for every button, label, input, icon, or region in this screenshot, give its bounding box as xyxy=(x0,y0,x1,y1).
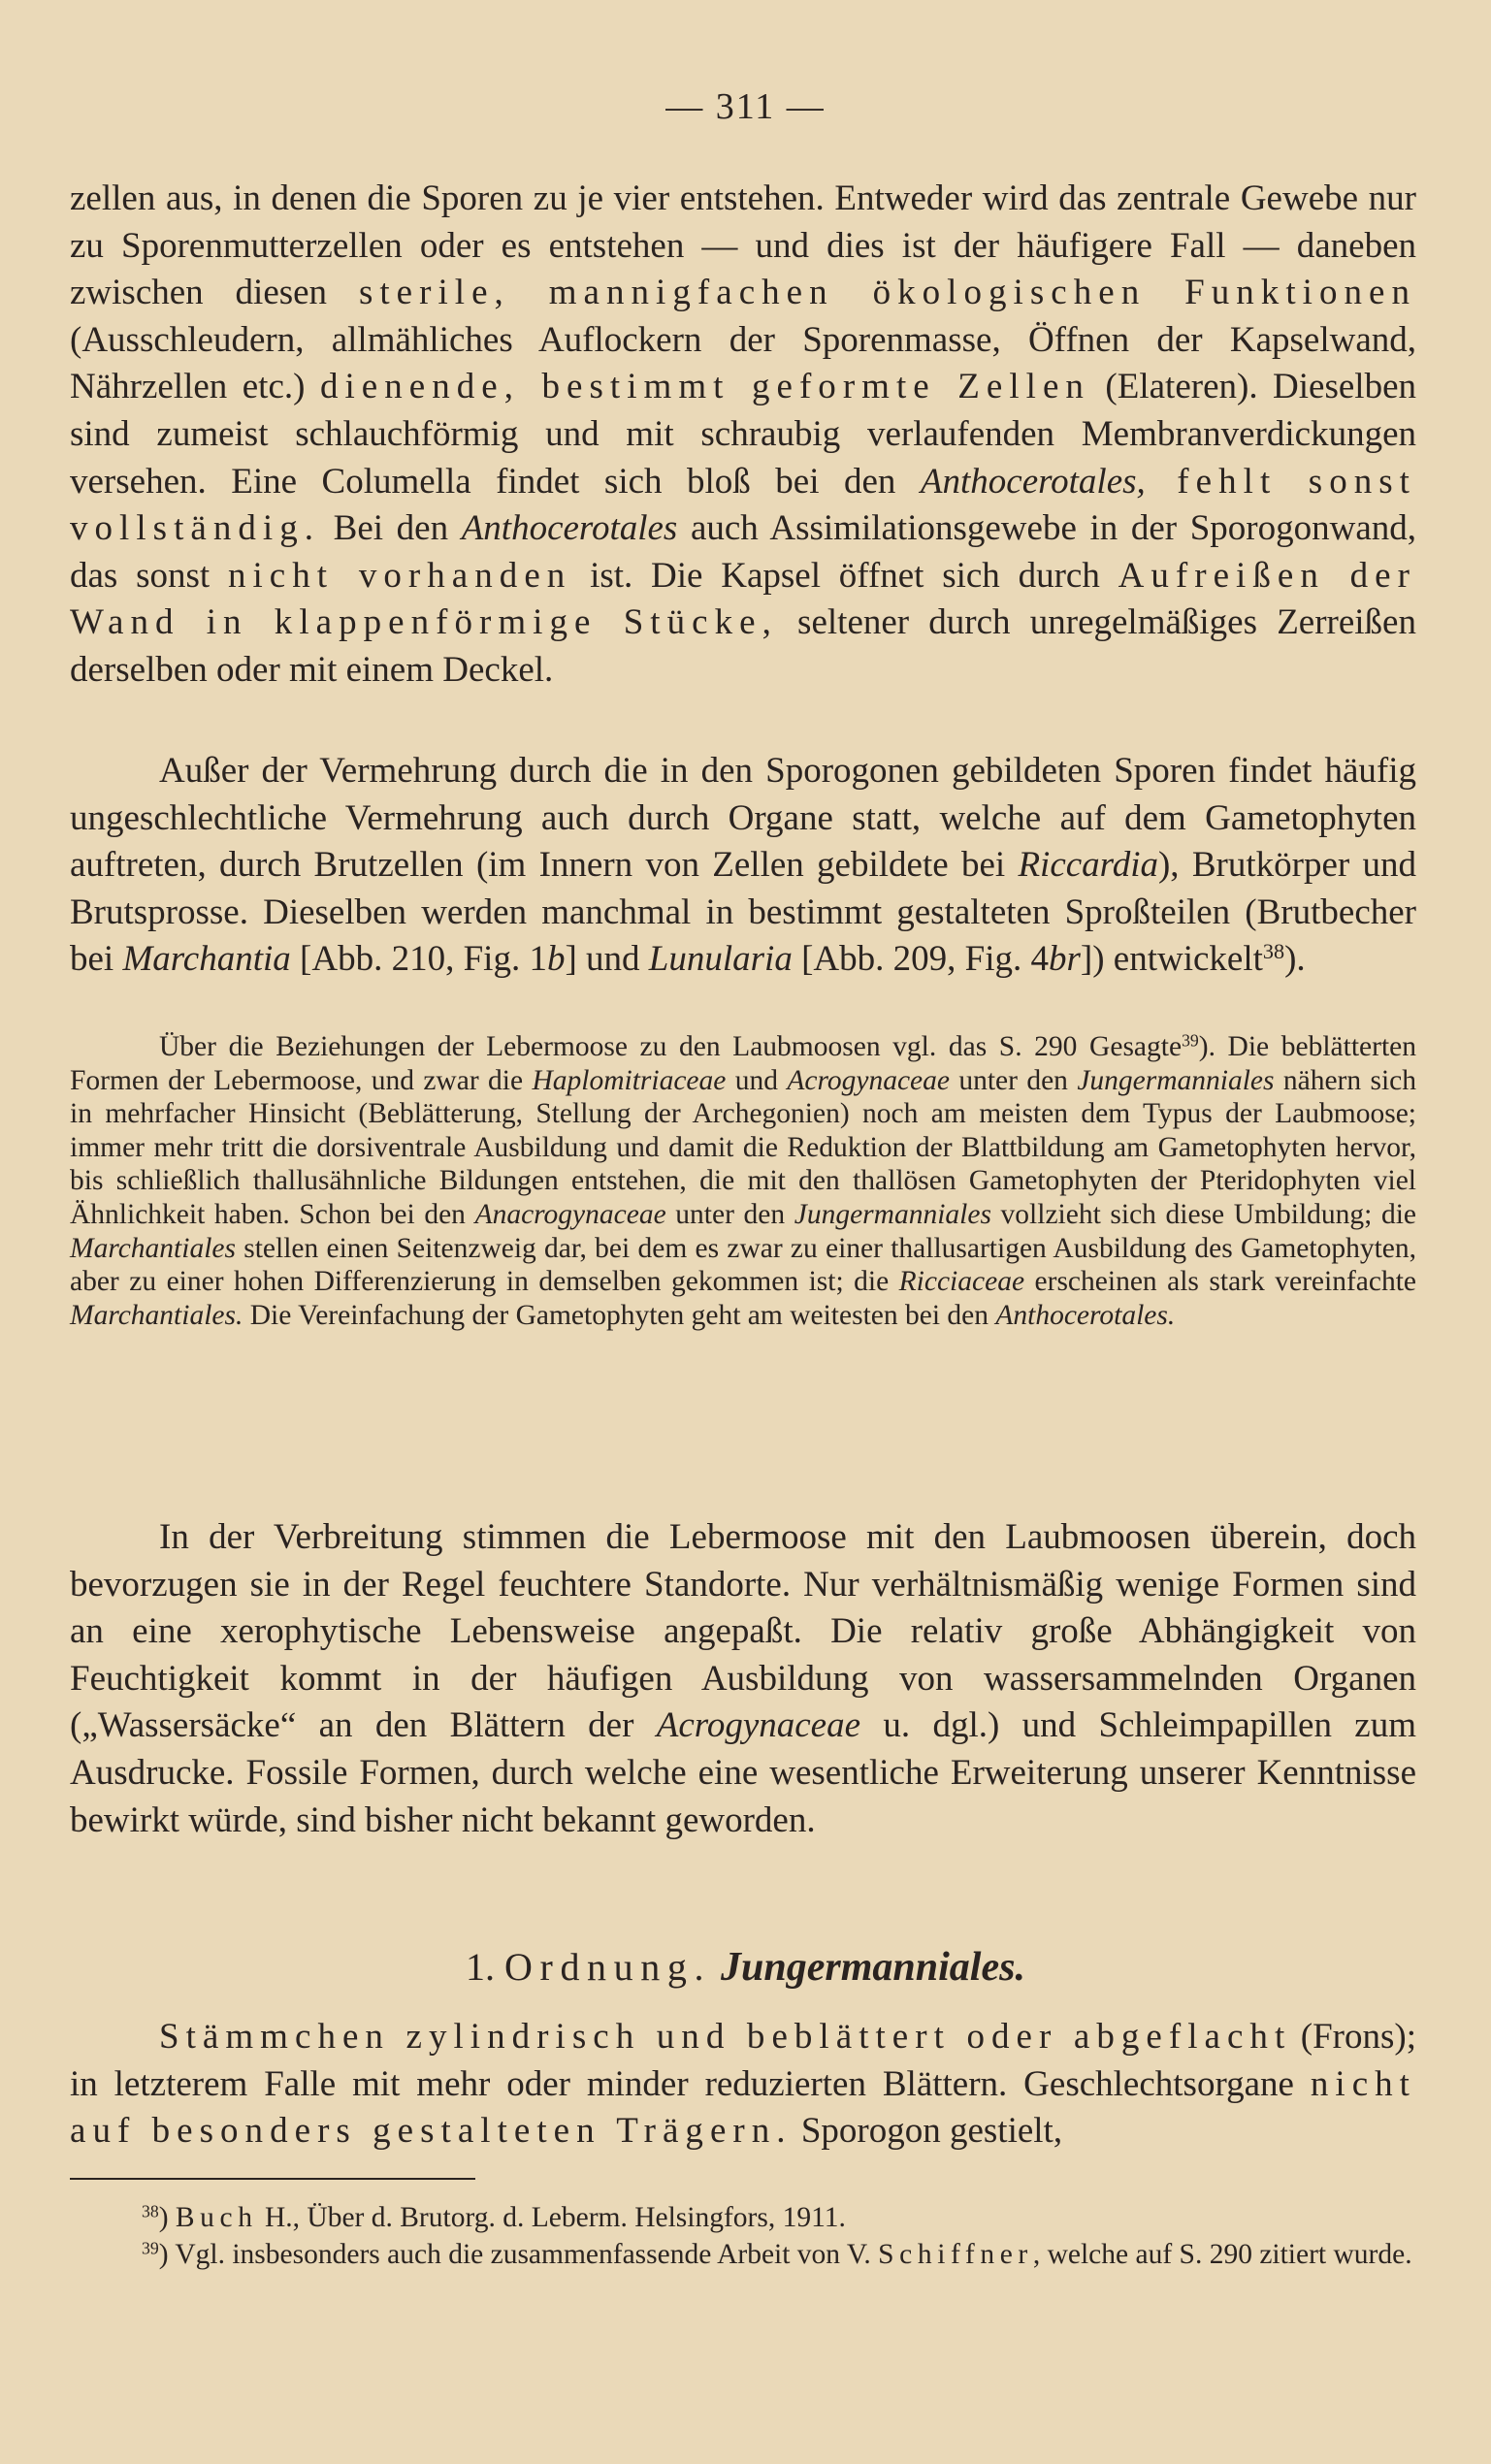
paragraph-text: Über die Beziehungen der Lebermoose zu den Laubmoosen vgl. das S. 290 Gesagte$^{39}$). Die beblätterten Formen der Lebermoose, und zwar die Haplomitriaceae und Acrogynaceae unter den Jungermanniales nähern sich in mehrfacher Hinsicht (Beblätterung, Stellung der Archegonien) noch am meisten dem Typus der Laubmoose; immer mehr tritt die dorsiventrale Ausbildung und damit die Reduktion der Blattbildung am Gametophyten hervor, bis schließlich thallusähnliche Bildungen entstehen, die mit den thallösen Gametophyten der Pteridophyten viel Ähnlichkeit haben. Schon bei den Anacrogynaceae unter den Jungermanniales vollzieht sich diese Umbildung; die Marchantiales stellen einen Seitenzweig dar, bei dem es zwar zu einer thallusartigen Ausbildung des Gametophyten, aber zu einer hohen Differenzierung in demselben gekommen ist; die Ricciaceae erscheinen als stark vereinfachte Marchantiales. Die Vereinfachung der Gametophyten geht am weitesten bei den Anthocerotales. xyxy=(70,1030,1417,1331)
footnote-divider xyxy=(70,2178,475,2180)
footnote-38: $^{38}$) Buch H., Über d. Brutorg. d. Leberm. Helsingfors, 1911. xyxy=(142,2201,846,2233)
paragraph-text: Außer der Vermehrung durch die in den Sporogonen gebildeten Sporen findet häufig ungeschlechtliche Vermehrung auch durch Organe statt, welche auf dem Gametophyten auftreten, durch Brutzellen (im Innern von Zellen gebildete bei Riccardia), Brutkörper und Brutsprosse. Dieselben werden manchmal in bestimmt gestalteten Sproßteilen (Brutbecher bei Marchantia [Abb. 210, Fig. 1b] und Lunularia [Abb. 209, Fig. 4br]) entwickelt$^{38}$). xyxy=(70,751,1416,980)
paragraph-vermehrung xyxy=(70,748,1416,984)
footnote-39: $^{39}$) Vgl. insbesonders auch die zusammenfassende Arbeit von V. Schiffner, welche auf S. 290 zitiert wurde. xyxy=(142,2238,1412,2270)
page-number: — 311 — xyxy=(665,86,826,127)
paragraph-text: In der Verbreitung stimmen die Lebermoose mit den Laubmoosen überein, doch bevorzugen sie in der Regel feuchtere Standorte. Nur verhältnismäßig wenige Formen sind an eine xerophytische Lebensweise angepaßt. Die relativ große Abhängigkeit von Feuchtigkeit kommt in der häufigen Ausbildung von wassersammelnden Organen („Wassersäcke“ an den Blättern der Acrogynaceae u. dgl.) und Schleimpapillen zum Ausdrucke. Fossile Formen, durch welche eine wesentliche Erweiterung unserer Kenntnisse bewirkt würde, sind bisher nicht bekannt geworden. xyxy=(70,1517,1416,1840)
paragraph-verbreitung xyxy=(70,1514,1416,1844)
paragraph-sporogon xyxy=(70,176,1416,695)
section-heading: 1. Ordnung. Jungermanniales. xyxy=(466,1945,1025,1990)
footnote-ref-38[interactable]: 38 xyxy=(1262,939,1285,964)
paragraph-beziehungen xyxy=(70,1030,1416,1332)
paragraph-text: Stämmchen zylindrisch und beblättert oder abgeflacht (Frons); in letzterem Falle mit mehr oder minder reduzierten Blättern. Geschlechtsorgane nicht auf besonders gestalteten Trägern. Sporogon gestielt, xyxy=(70,2017,1416,2152)
footnote-ref-39[interactable]: 39 xyxy=(1182,1030,1199,1051)
paragraph-text: zellen aus, in denen die Sporen zu je vier entstehen. Entweder wird das zentrale Gewebe nur zu Sporenmutterzellen oder es entstehen — und dies ist der häufigere Fall — daneben zwischen diesen sterile, mannigfachen ökologischen Funktionen (Ausschleudern, allmähliches Auflockern der Sporenmasse, Öffnen der Kapselwand, Nährzellen etc.) dienende, bestimmt geformte Zellen (Elateren). Dieselben sind zumeist schlauchförmig und mit schraubig verlaufenden Membranverdickungen versehen. Eine Columella findet sich bloß bei den Anthocerotales, fehlt sonst vollständig. Bei den Anthocerotales auch Assimilationsgewebe in der Sporogonwand, das sonst nicht vorhanden ist. Die Kapsel öffnet sich durch Aufreißen der Wand in klappenförmige Stücke, seltener durch unregelmäßiges Zerreißen derselben oder mit einem Deckel. xyxy=(70,178,1417,690)
paragraph-ordnung-description xyxy=(70,2014,1416,2156)
